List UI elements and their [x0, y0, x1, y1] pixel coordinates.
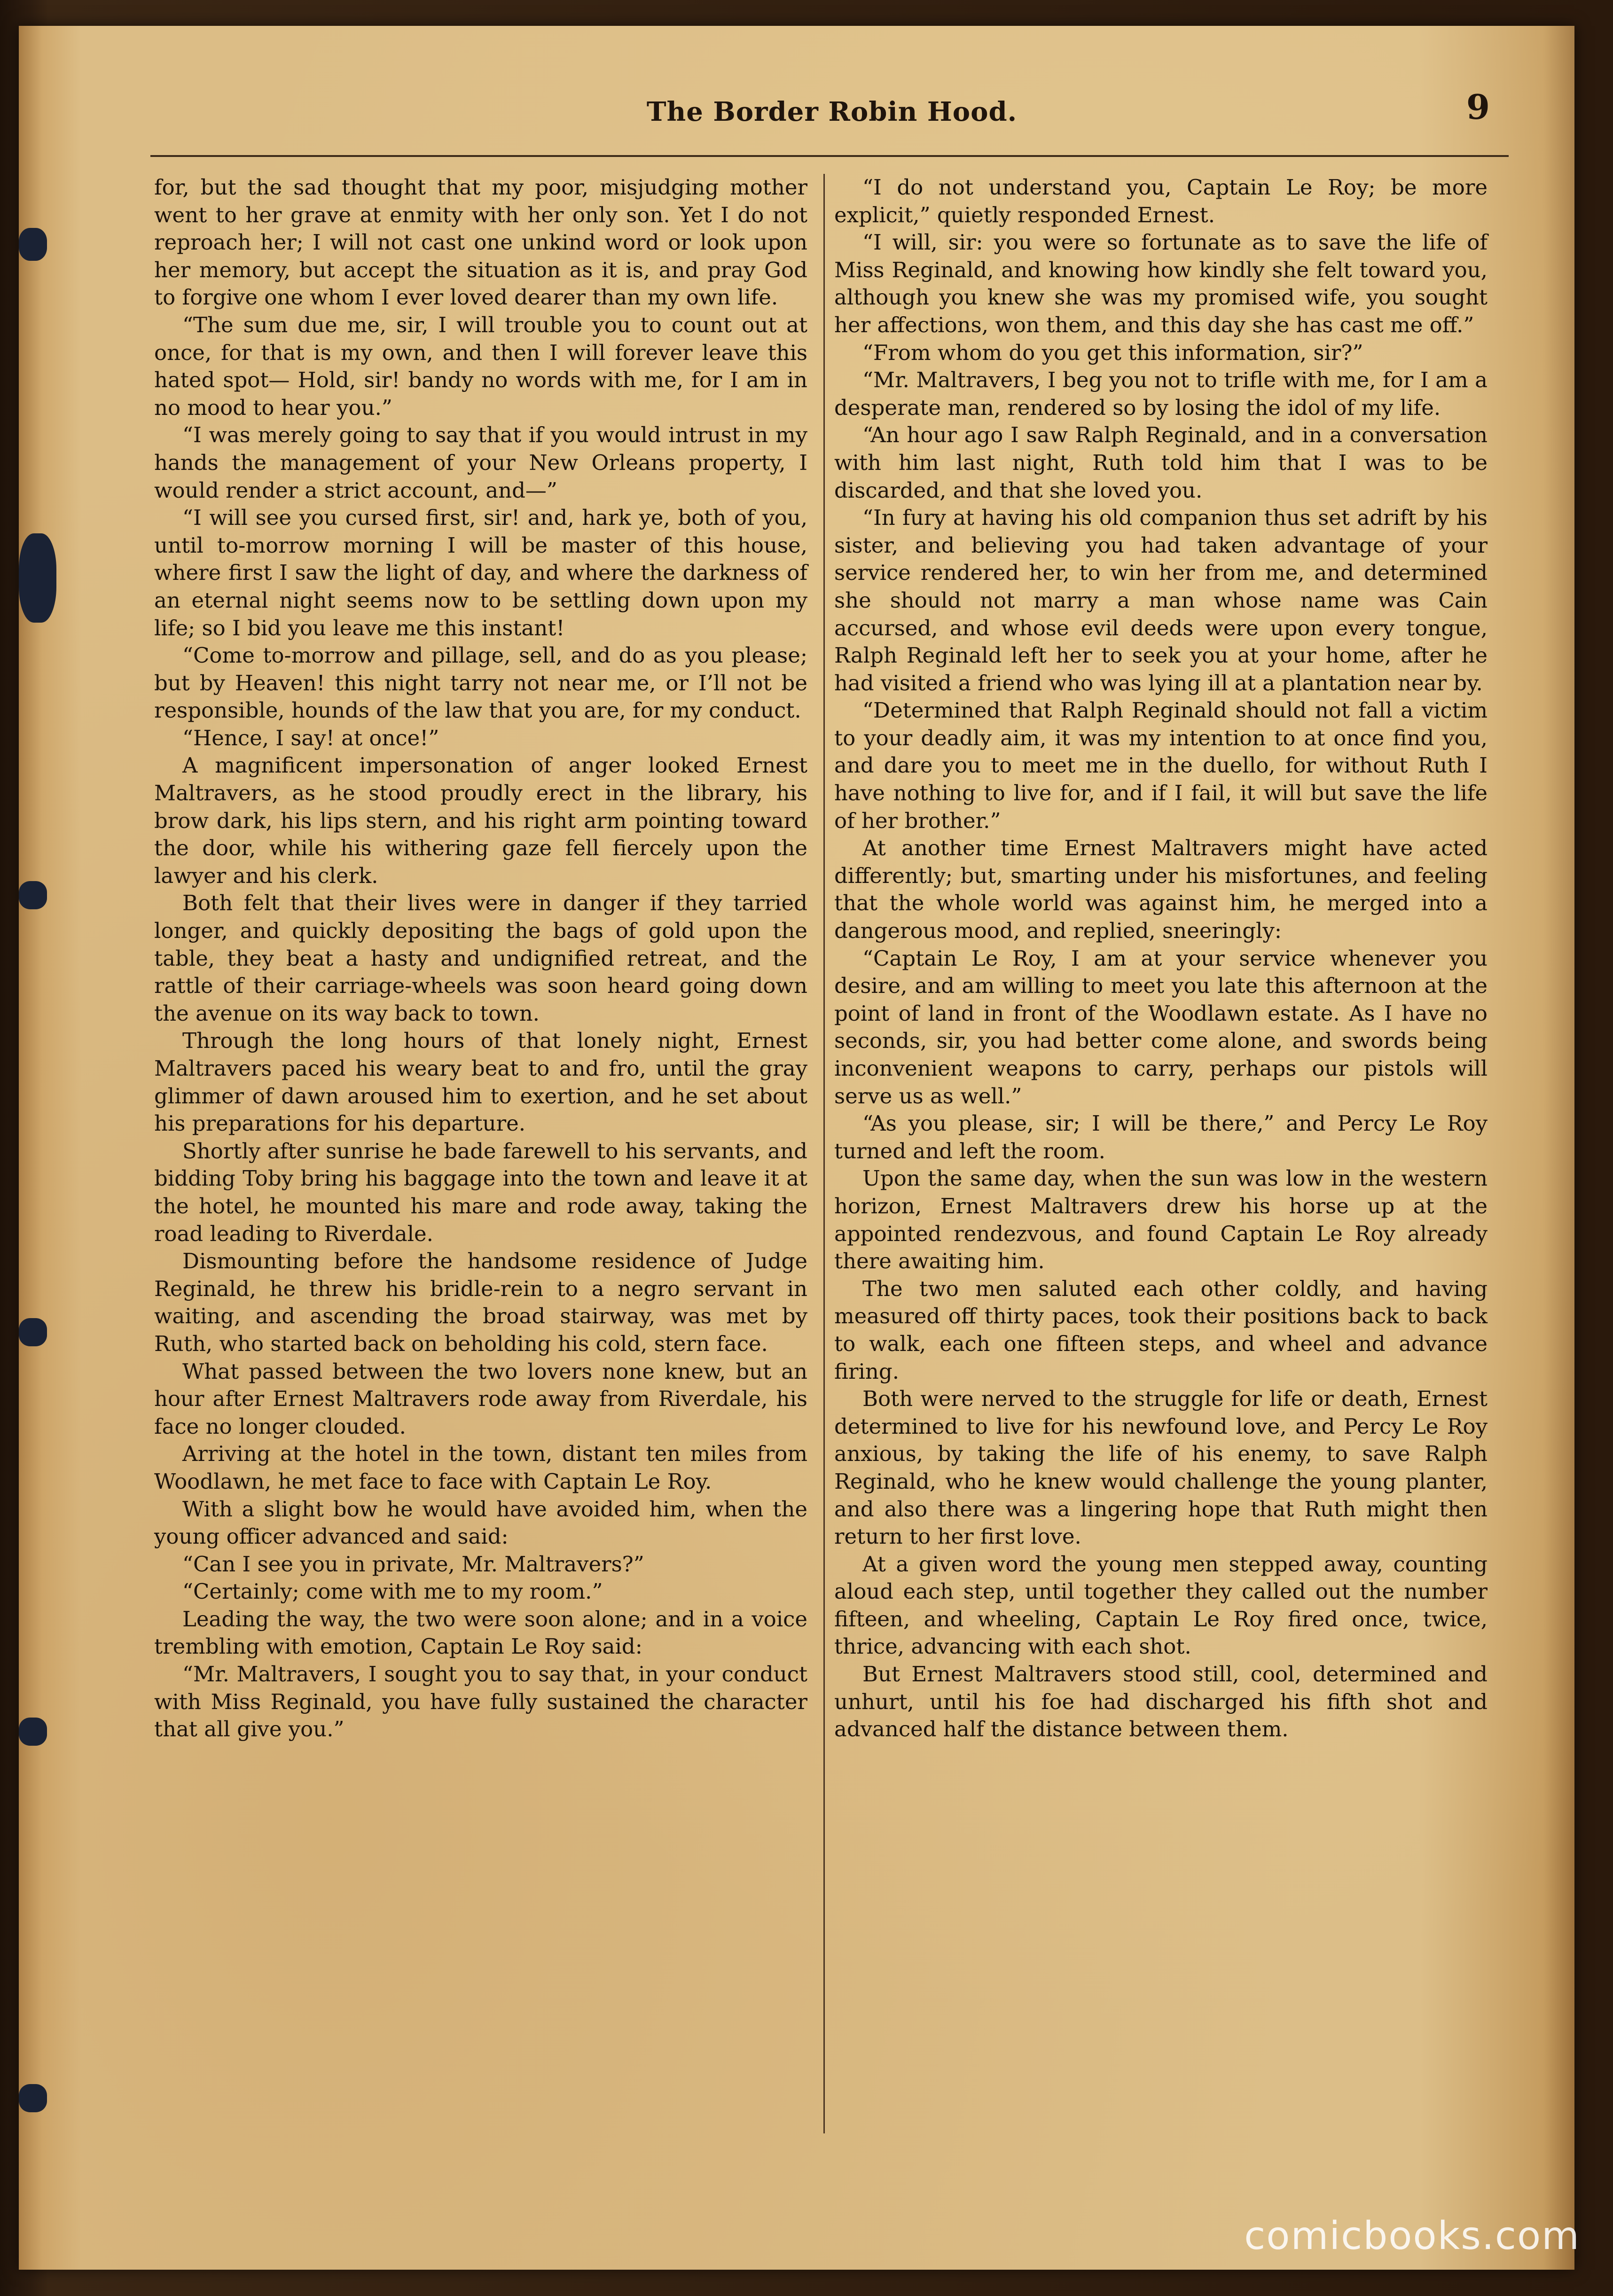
spine-binding-mark [19, 533, 56, 623]
paragraph: A magnificent impersonation of anger looked Ernest Maltravers, as he stood proudly erect in the library, his brow dark, his lips stern, and his right arm pointing toward the door, while his withering gaze fell fiercely upon the lawyer and his clerk. [154, 753, 807, 888]
paragraph: With a slight bow he would have avoided him, when the young officer advanced and said: [154, 1496, 807, 1549]
paragraph: “I will see you cursed first, sir! and, hark ye, both of you, until to-morrow morning I will be master of this house, where first I saw the light of day, and where the darkness of an eternal night seems now to be settling down upon my life; so I bid you leave me this instant! [154, 505, 807, 640]
paragraph: “From whom do you get this information, sir?” [862, 340, 1363, 365]
paragraph: Both felt that their lives were in danger if they tarried longer, and quickly depositing the bags of gold upon the table, they beat a hasty and undignified retreat, and the rattle of their carriage-wheels was soon heard going down the avenue on its way back to town. [154, 890, 807, 1026]
spine-binding-mark [19, 881, 47, 909]
paragraph: Shortly after sunrise he bade farewell to his servants, and bidding Toby bring his baggage into the town and leave it at the hotel, he mounted his mare and rode away, taking the road leading to Riverdale. [154, 1138, 807, 1246]
column-divider [823, 174, 825, 2133]
paragraph: “As you please, sir; I will be there,” and Percy Le Roy turned and left the room. [834, 1111, 1488, 1164]
paragraph: “Come to-morrow and pillage, sell, and do as you please; but by Heaven! this night tarry not near me, or I’ll not be responsible, hounds of the law that you are, for my conduct. [154, 643, 807, 723]
spine-binding-mark [19, 1718, 47, 1746]
paragraph: Dismounting before the handsome residence of Judge Reginald, he threw his bridle-rein to a negro servant in waiting, and ascending the broad stairway, was met by Ruth, who started back on beholding his cold, stern face. [154, 1249, 807, 1356]
right-column [834, 174, 1488, 1743]
header-rule [150, 155, 1509, 157]
paragraph: The two men saluted each other coldly, and having measured off thirty paces, took their positions back to back to walk, each one fifteen steps, and wheel and advance firing. [834, 1276, 1488, 1384]
paragraph: “An hour ago I saw Ralph Reginald, and in a conversation with him last night, Ruth told him that I was to be discarded, and that she loved you. [834, 422, 1488, 503]
paragraph: Through the long hours of that lonely night, Ernest Maltravers paced his weary beat to and fro, until the gray glimmer of dawn aroused him to exertion, and he set about his preparations for his departure. [154, 1028, 807, 1136]
page-number: 9 [1466, 87, 1490, 127]
paragraph: “The sum due me, sir, I will trouble you to count out at once, for that is my own, and then I will forever leave this hated spot— Hold, sir! bandy no words with me, for I am in no mood to hear you.” [154, 312, 807, 420]
paragraph: Upon the same day, when the sun was low in the western horizon, Ernest Maltravers drew his horse up at the appointed rendezvous, and found Captain Le Roy already there awaiting him. [834, 1166, 1488, 1274]
spine-binding-mark [19, 228, 47, 261]
left-column [154, 174, 807, 1743]
spine-binding-mark [19, 2084, 47, 2112]
paragraph: “I will, sir: you were so fortunate as to save the life of Miss Reginald, and knowing how kindly she felt toward you, although you knew she was my promised wife, you sought her affections, won them, and this day she has cast me off.” [834, 230, 1488, 337]
paragraph: “Captain Le Roy, I am at your service whenever you desire, and am willing to meet you late this afternoon at the point of land in front of the Woodlawn estate. As I have no seconds, sir, you had better come alone, and swords being inconvenient weapons to carry, perhaps our pistols will serve us as well.” [834, 945, 1488, 1109]
paragraph: But Ernest Maltravers stood still, cool, determined and unhurt, until his foe had discharged his fifth shot and advanced half the distance between them. [834, 1662, 1488, 1742]
paragraph: “Certainly; come with me to my room.” [182, 1579, 603, 1604]
paragraph: “Hence, I say! at once!” [182, 725, 439, 750]
paragraph: “Can I see you in private, Mr. Maltravers?” [182, 1551, 644, 1577]
spine-binding-mark [19, 1318, 47, 1346]
paragraph: At a given word the young men stepped away, counting aloud each step, until together they called out the number fifteen, and wheeling, Captain Le Roy fired once, twice, thrice, advancing with each shot. [834, 1551, 1488, 1659]
paragraph: “I was merely going to say that if you would intrust in my hands the management of your New Orleans property, I would render a strict account, and—” [154, 422, 807, 503]
paragraph: for, but the sad thought that my poor, misjudging mother went to her grave at enmity with her only son. Yet I do not reproach her; I will not cast one unkind word or look upon her memory, but accept the situation as it is, and pray God to forgive one whom I ever loved dearer than my own life. [154, 175, 807, 310]
paragraph: What passed between the two lovers none knew, but an hour after Ernest Maltravers rode away from Riverdale, his face no longer clouded. [154, 1359, 807, 1439]
paragraph: At another time Ernest Maltravers might have acted differently; but, smarting under his misfortunes, and feeling that the whole world was against him, he merged into a dangerous mood, and replied, sneeringly: [834, 836, 1488, 944]
paragraph: Arriving at the hotel in the town, distant ten miles from Woodlawn, he met face to face with Captain Le Roy. [154, 1441, 807, 1494]
paragraph: Leading the way, the two were soon alone; and in a voice trembling with emotion, Captain Le Roy said: [154, 1606, 807, 1659]
paragraph: Both were nerved to the struggle for life or death, Ernest determined to live for his newfound love, and Percy Le Roy anxious, by taking the life of his enemy, to save Ralph Reginald, who he knew would challenge the young planter, and also there was a lingering hope that Ruth might then return to her first love. [834, 1386, 1488, 1549]
paragraph: “Mr. Maltravers, I sought you to say that, in your conduct with Miss Reginald, you have fully sustained the character that all give you.” [154, 1662, 807, 1742]
page-header [146, 82, 1518, 139]
running-title: The Border Robin Hood. [646, 96, 1018, 127]
paragraph: “In fury at having his old companion thus set adrift by his sister, and believing you had taken advantage of your service rendered her, to win her from me, and determined she should not marry a man whose name was Cain accursed, and whose evil deeds were upon every tongue, Ralph Reginald left her to seek you at your home, after he had visited a friend who was lying ill at a plantation near by. [834, 505, 1488, 695]
paragraph: “Mr. Maltravers, I beg you not to trifle with me, for I am a desperate man, rendered so by losing the idol of my life. [834, 367, 1488, 420]
paragraph: “Determined that Ralph Reginald should not fall a victim to your deadly aim, it was my intention to at once find you, and dare you to meet me in the duello, for without Ruth I have nothing to live for, and if I fail, it will but save the life of her brother.” [834, 698, 1488, 833]
watermark: comicbooks.com [1244, 2214, 1580, 2258]
paragraph: “I do not understand you, Captain Le Roy; be more explicit,” quietly responded Ernest. [834, 175, 1488, 227]
